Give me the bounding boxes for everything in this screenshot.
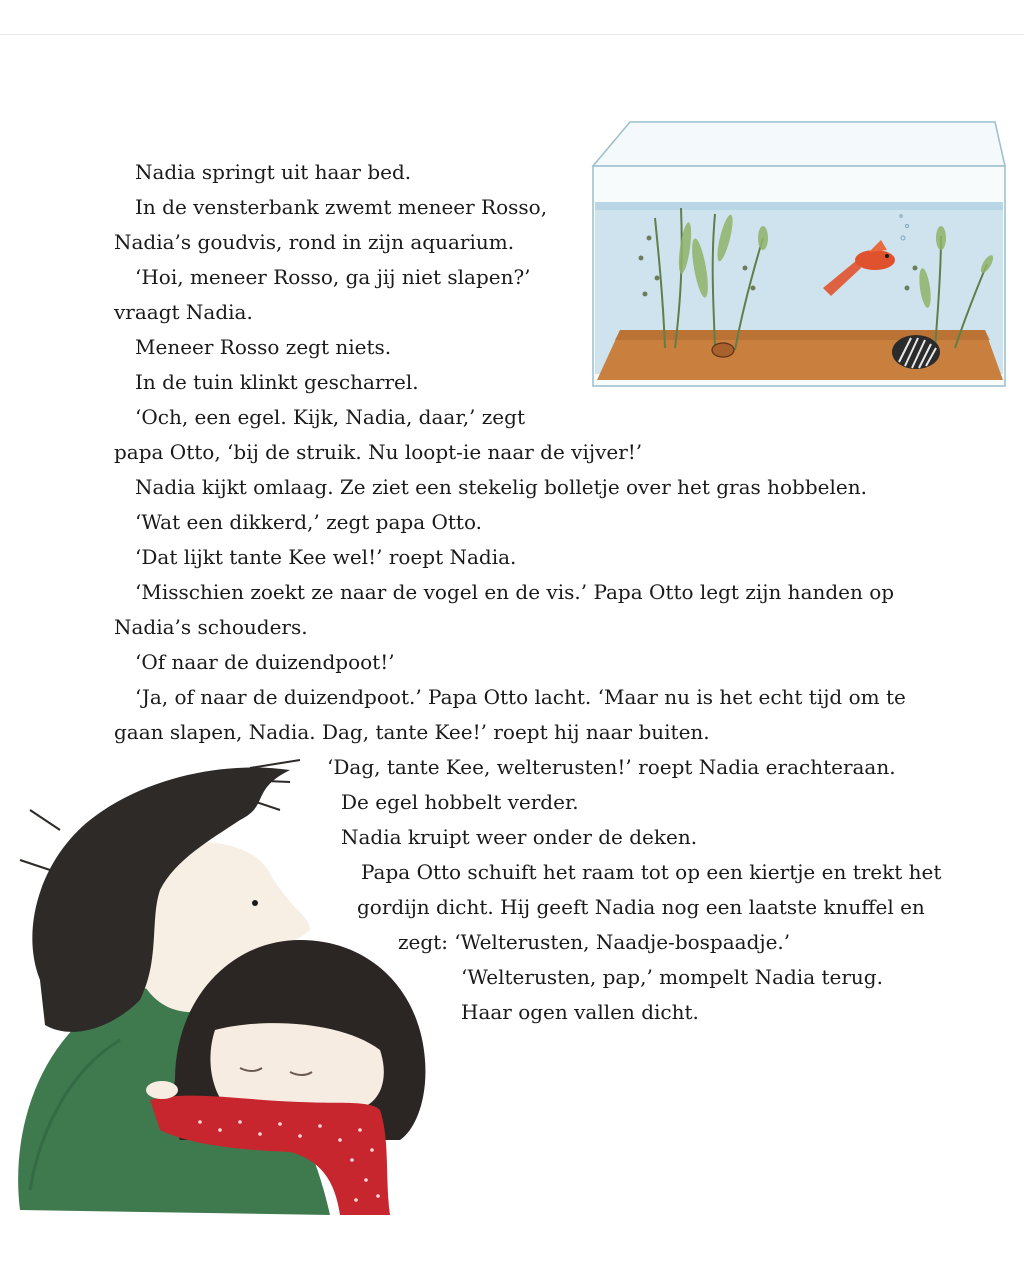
story-line: Meneer Rosso zegt niets. — [135, 335, 392, 359]
story-line: Nadia kijkt omlaag. Ze ziet een stekelig bolletje over het gras hobbelen. — [135, 475, 867, 499]
story-line: ‘Of naar de duizendpoot!’ — [135, 650, 395, 674]
story-line: gordijn dicht. Hij geeft Nadia nog een laatste knuffel en — [357, 895, 925, 919]
story-line: ‘Hoi, meneer Rosso, ga jij niet slapen?’ — [135, 265, 531, 289]
father-daughter-illustration — [0, 750, 440, 1220]
story-line: In de tuin klinkt gescharrel. — [135, 370, 419, 394]
story-line: Nadia kruipt weer onder de deken. — [341, 825, 698, 849]
story-line: ‘Misschien zoekt ze naar de vogel en de vis.’ Papa Otto legt zijn handen op — [135, 580, 895, 604]
story-line: De egel hobbelt verder. — [341, 790, 579, 814]
story-line: zegt: ‘Welterusten, Naadje-bospaadje.’ — [398, 930, 791, 954]
story-line: In de vensterbank zwemt meneer Rosso, — [135, 195, 548, 219]
story-line: ‘Dat lijkt tante Kee wel!’ roept Nadia. — [135, 545, 517, 569]
story-line: Nadia’s goudvis, rond in zijn aquarium. — [114, 230, 515, 254]
story-line: vraagt Nadia. — [114, 300, 253, 324]
story-line: ‘Wat een dikkerd,’ zegt papa Otto. — [135, 510, 483, 534]
story-line: ‘Och, een egel. Kijk, Nadia, daar,’ zegt — [135, 405, 525, 429]
story-line: Papa Otto schuift het raam tot op een kiertje en trekt het — [361, 860, 942, 884]
story-line: ‘Ja, of naar de duizendpoot.’ Papa Otto lacht. ‘Maar nu is het echt tijd om te — [135, 685, 906, 709]
story-line: papa Otto, ‘bij de struik. Nu loopt-ie naar de vijver!’ — [114, 440, 643, 464]
story-line: ‘Dag, tante Kee, welterusten!’ roept Nadia erachteraan. — [327, 755, 896, 779]
story-line: Nadia’s schouders. — [114, 615, 308, 639]
story-line: gaan slapen, Nadia. Dag, tante Kee!’ roept hij naar buiten. — [114, 720, 710, 744]
story-line: Nadia springt uit haar bed. — [135, 160, 412, 184]
aquarium-illustration — [585, 118, 1010, 393]
top-divider — [0, 34, 1024, 35]
story-line: ‘Welterusten, pap,’ mompelt Nadia terug. — [461, 965, 883, 989]
story-line: Haar ogen vallen dicht. — [461, 1000, 699, 1024]
